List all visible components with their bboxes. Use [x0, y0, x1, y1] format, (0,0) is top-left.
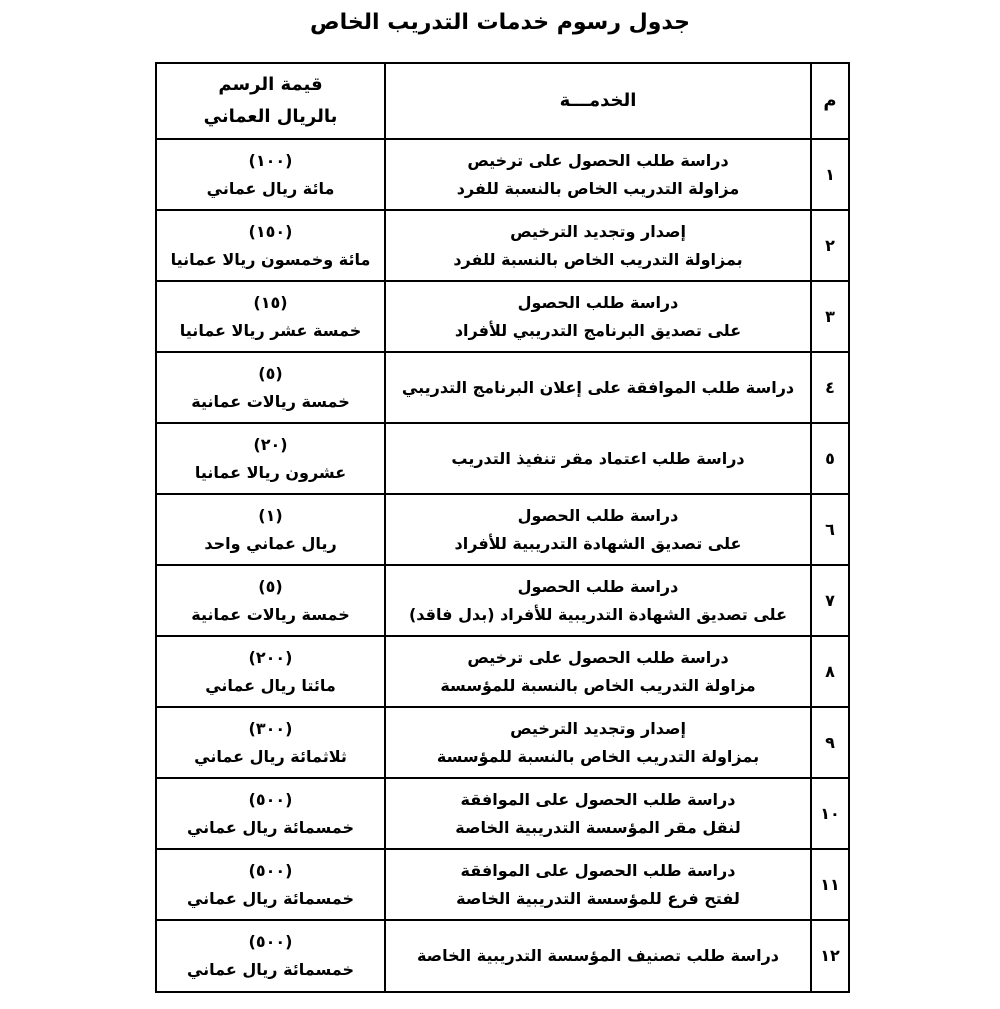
header-fee [156, 63, 385, 139]
service-description [385, 494, 811, 565]
fee-in-words: عشرون ريالا عمانيا [194, 462, 347, 482]
table-row [156, 707, 849, 778]
fee-in-words: خمسة عشر ريالا عمانيا [179, 320, 362, 340]
fee-in-words: خمسمائة ريال عماني [186, 960, 355, 979]
row-number: ٤ [811, 352, 849, 423]
fee-value [156, 281, 385, 352]
row-number: ٣ [811, 281, 849, 352]
fee-value [156, 565, 385, 636]
service-line: إصدار وتجديد الترخيص [510, 221, 686, 241]
table-row [156, 778, 849, 849]
service-line: إصدار وتجديد الترخيص [510, 718, 686, 738]
service-description [385, 707, 811, 778]
table-header-row [156, 63, 849, 139]
service-description [385, 423, 811, 494]
service-line: دراسة طلب الحصول على الموافقة [460, 789, 736, 809]
fee-value [156, 210, 385, 281]
fee-value [156, 423, 385, 494]
service-line: دراسة طلب الحصول [517, 505, 679, 525]
fee-amount: (٢٠) [253, 434, 288, 454]
fee-in-words: خمسمائة ريال عماني [186, 817, 355, 837]
service-description [385, 778, 811, 849]
table-row [156, 423, 849, 494]
service-line: لنقل مقر المؤسسة التدريبية الخاصة [455, 817, 741, 837]
fee-in-words: مائتا ريال عماني [205, 675, 336, 695]
fee-amount: (١٠٠) [248, 150, 293, 170]
service-description [385, 139, 811, 210]
fee-value [156, 707, 385, 778]
header-fee-line1: قيمة الرسم [218, 74, 323, 95]
fee-in-words: مائة وخمسون ريالا عمانيا [170, 249, 371, 269]
service-line: دراسة طلب الحصول [517, 576, 679, 596]
service-line: بمزاولة التدريب الخاص بالنسبة للمؤسسة [436, 746, 760, 766]
row-number: ٥ [811, 423, 849, 494]
fee-value [156, 636, 385, 707]
fee-value [156, 849, 385, 920]
fee-value [156, 352, 385, 423]
service-description [385, 565, 811, 636]
table-row [156, 636, 849, 707]
service-line: دراسة طلب الحصول على ترخيص [467, 150, 729, 170]
service-description [385, 849, 811, 920]
fee-amount: (٥٠٠) [248, 860, 293, 880]
fee-value [156, 139, 385, 210]
service-description [385, 920, 811, 992]
table-row [156, 849, 849, 920]
service-line: بمزاولة التدريب الخاص بالنسبة للفرد [453, 249, 743, 269]
service-line: على تصديق البرنامج التدريبي للأفراد [454, 320, 742, 340]
table-row [156, 139, 849, 210]
service-line: مزاولة التدريب الخاص بالنسبة للمؤسسة [440, 675, 756, 695]
fees-table [155, 62, 850, 993]
header-fee-line2: بالريال العماني [203, 106, 338, 127]
table-row [156, 281, 849, 352]
row-number: ٢ [811, 210, 849, 281]
header-service: الخدمـــة [385, 63, 811, 139]
service-description [385, 281, 811, 352]
row-number: ٩ [811, 707, 849, 778]
service-line: دراسة طلب تصنيف المؤسسة التدريبية الخاصة [416, 946, 780, 965]
fee-amount: (٢٠٠) [248, 647, 293, 667]
fee-in-words: خمسمائة ريال عماني [186, 888, 355, 908]
service-description [385, 352, 811, 423]
row-number: ٧ [811, 565, 849, 636]
row-number: ٦ [811, 494, 849, 565]
table-body [156, 139, 849, 992]
table-row [156, 565, 849, 636]
fee-in-words: ثلاثمائة ريال عماني [194, 746, 347, 766]
row-number: ١ [811, 139, 849, 210]
service-line: على تصديق الشهادة التدريبية للأفراد (بدل فاقد) [408, 604, 787, 624]
fee-in-words: خمسة ريالات عمانية [191, 391, 350, 411]
fee-value [156, 778, 385, 849]
fee-in-words: خمسة ريالات عمانية [191, 604, 350, 624]
service-line: مزاولة التدريب الخاص بالنسبة للفرد [456, 178, 740, 198]
fee-amount: (١) [258, 505, 283, 525]
table-row [156, 210, 849, 281]
fee-amount: (١٥٠) [248, 221, 293, 241]
row-number: ١٢ [811, 920, 849, 992]
fee-amount: (٥) [258, 576, 283, 596]
fee-in-words: مائة ريال عماني [206, 178, 335, 198]
row-number: ٨ [811, 636, 849, 707]
page-title: جدول رسوم خدمات التدريب الخاص [310, 10, 690, 35]
service-line: دراسة طلب الحصول [517, 292, 679, 312]
fee-amount: (٥) [258, 363, 283, 383]
service-line: دراسة طلب الحصول على الموافقة [460, 860, 736, 880]
header-number: م [811, 63, 849, 139]
fee-amount: (٣٠٠) [248, 718, 293, 738]
table-row [156, 494, 849, 565]
service-line: على تصديق الشهادة التدريبية للأفراد [454, 533, 742, 553]
row-number: ١١ [811, 849, 849, 920]
fee-value [156, 920, 385, 992]
service-line: لفتح فرع للمؤسسة التدريبية الخاصة [456, 888, 740, 908]
service-description [385, 210, 811, 281]
service-line: دراسة طلب الموافقة على إعلان البرنامج التدريبي [401, 377, 795, 397]
table-row [156, 352, 849, 423]
fee-amount: (٥٠٠) [248, 789, 293, 809]
fee-value [156, 494, 385, 565]
fee-in-words: ريال عماني واحد [204, 533, 337, 553]
service-line: دراسة طلب الحصول على ترخيص [467, 647, 729, 667]
service-line: دراسة طلب اعتماد مقر تنفيذ التدريب [451, 448, 745, 468]
row-number: ١٠ [811, 778, 849, 849]
service-description [385, 636, 811, 707]
fee-amount: (٥٠٠) [248, 932, 293, 951]
fee-amount: (١٥) [253, 292, 288, 312]
table-row [156, 920, 849, 992]
